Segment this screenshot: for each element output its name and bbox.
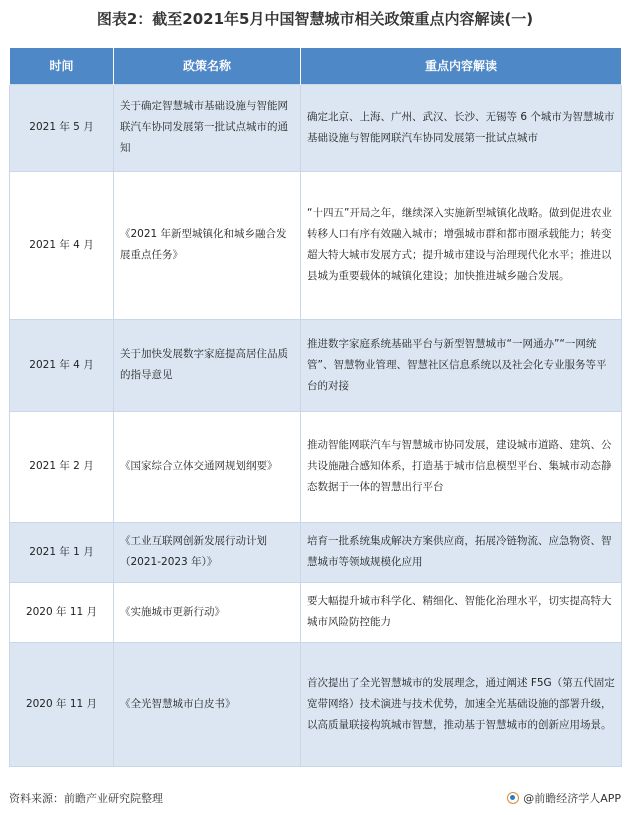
cell-time: 2021 年 5 月 — [10, 84, 114, 171]
cell-time: 2021 年 1 月 — [10, 522, 114, 582]
source-note: 资料来源：前瞻产业研究院整理 — [9, 792, 163, 805]
table-row — [10, 411, 622, 522]
cell-key-content: “十四五”开局之年，继续深入实施新型城镇化战略。做到促进农业转移人口有序有效融入城市；增强城市群和都市圈承载能力；转变超大特大城市发展方式；提升城市建设与治理现代化水平；推进以县城为重要载体的城镇化建设；加快推进城乡融合发展。 — [301, 171, 622, 319]
cell-time: 2020 年 11 月 — [10, 582, 114, 642]
cell-time: 2021 年 4 月 — [10, 319, 114, 411]
table-row — [10, 642, 622, 766]
cell-key-content: 推进数字家庭系统基础平台与新型智慧城市“一网通办”“一网统管”、智慧物业管理、智慧社区信息系统以及社会化专业服务等平台的对接 — [301, 319, 622, 411]
cell-key-content: 培育一批系统集成解决方案供应商，拓展冷链物流、应急物资、智慧城市等领域规模化应用 — [301, 522, 622, 582]
brand-label: @前瞻经济学人APP — [523, 792, 621, 805]
header-policy-name: 政策名称 — [114, 48, 301, 84]
cell-policy-name: 《实施城市更新行动》 — [114, 582, 301, 642]
cell-policy-name: 《全光智慧城市白皮书》 — [114, 642, 301, 766]
cell-time: 2021 年 2 月 — [10, 411, 114, 522]
cell-policy-name: 关于加快发展数字家庭提高居住品质的指导意见 — [114, 319, 301, 411]
cell-policy-name: 《2021 年新型城镇化和城乡融合发展重点任务》 — [114, 171, 301, 319]
cell-policy-name: 《工业互联网创新发展行动计划（2021-2023 年）》 — [114, 522, 301, 582]
page-title: 图表2：截至2021年5月中国智慧城市相关政策重点内容解读(一) — [96, 10, 534, 28]
brand-signature — [507, 790, 621, 806]
cell-policy-name: 关于确定智慧城市基础设施与智能网联汽车协同发展第一批试点城市的通知 — [114, 84, 301, 171]
table-row — [10, 84, 622, 171]
qianzhan-logo-icon — [507, 792, 519, 804]
table-row — [10, 522, 622, 582]
table-row — [10, 582, 622, 642]
cell-time: 2020 年 11 月 — [10, 642, 114, 766]
table-header-row — [10, 48, 622, 84]
table-row — [10, 319, 622, 411]
footer — [9, 787, 621, 809]
cell-key-content: 推动智能网联汽车与智慧城市协同发展，建设城市道路、建筑、公共设施融合感知体系，打造基于城市信息模型平台、集城市动态静态数据于一体的智慧出行平台 — [301, 411, 622, 522]
header-time: 时间 — [10, 48, 114, 84]
cell-key-content: 要大幅提升城市科学化、精细化、智能化治理水平，切实提高特大城市风险防控能力 — [301, 582, 622, 642]
header-key-content: 重点内容解读 — [301, 48, 622, 84]
cell-time: 2021 年 4 月 — [10, 171, 114, 319]
cell-key-content: 首次提出了全光智慧城市的发展理念，通过阐述 F5G（第五代固定宽带网络）技术演进与技术优势，加速全光基础设施的部署升级，以高质量联接构筑城市智慧，推动基于智慧城市的创新应用场景。 — [301, 642, 622, 766]
cell-policy-name: 《国家综合立体交通网规划纲要》 — [114, 411, 301, 522]
policy-table — [9, 48, 622, 767]
cell-key-content: 确定北京、上海、广州、武汉、长沙、无锡等 6 个城市为智慧城市基础设施与智能网联汽车协同发展第一批试点城市 — [301, 84, 622, 171]
table-row — [10, 171, 622, 319]
